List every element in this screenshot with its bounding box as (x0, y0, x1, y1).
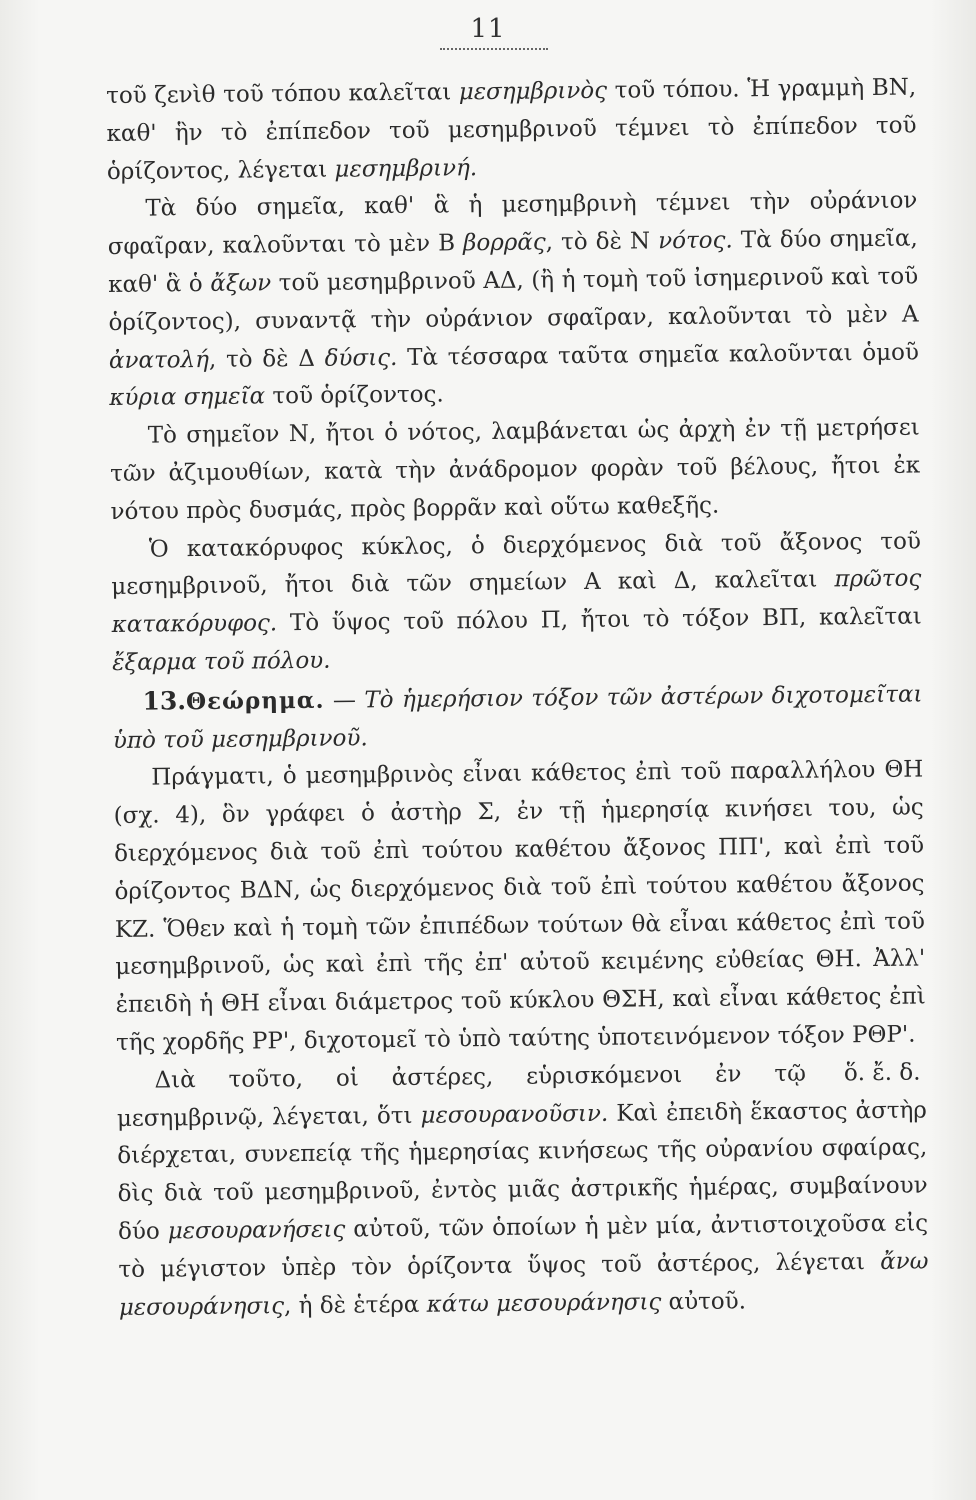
paragraph-prime-vertical (111, 523, 923, 683)
emphasized-term: μεσουρανοῦσιν. (420, 1100, 609, 1129)
proof-text (114, 757, 926, 1056)
emphasized-term: ἄνω μεσουράνησις (118, 1248, 929, 1321)
text-run: τοῦ τόπου. Ἡ γραμμὴ ΒΝ, καθ' ἣν τὸ ἐπίπεδον τοῦ μεσημβρινοῦ τέμνει τὸ ἐπίπεδον τοῦ ὁρίζοντος, λέγεται (106, 74, 917, 185)
theorem-number: 13. (142, 685, 187, 716)
text-run: αὐτοῦ, τῶν ὁποίων ἡ μὲν μία, ἀντιστοιχοῦσα εἰς τὸ μέγιστον ὑπὲρ τὸν ὁρίζοντα ὕψος τοῦ ἀστέρος, λέγεται (118, 1210, 929, 1283)
emphasized-term: ἔξαρμα τοῦ πόλου. (111, 647, 331, 676)
text-run: Τὸ ὕψος τοῦ πόλου Π, ἤτοι τὸ τόξον ΒΠ, καλεῖται (277, 603, 922, 637)
emphasized-term: ἀνατολή (108, 346, 210, 374)
text-run: Ὁ κατακόρυφος κύκλος, ὁ διερχόμενος διὰ τοῦ ἄξονος τοῦ μεσημβρινοῦ, ἤτοι διὰ τῶν σημείων Α καὶ Δ, καλεῖται (111, 528, 922, 601)
text-run: τοῦ μεσημβρινοῦ ΑΔ, (ἢ ἡ τομὴ τοῦ ἰσημερινοῦ καὶ τοῦ ὁρίζοντος), συναντᾷ τὴν οὐράνιον σφαῖραν, καλοῦνται τὸ μὲν Α (108, 263, 919, 336)
emphasized-term: νότος. (658, 227, 733, 255)
emphasized-term: κύρια σημεῖα (109, 383, 266, 412)
emphasized-term: βορρᾶς (462, 229, 546, 257)
emphasized-term: δύσις. (324, 344, 398, 372)
emphasized-term: κάτω μεσουράνησις (426, 1288, 662, 1318)
text-run: , τὸ δὲ Δ (208, 345, 325, 373)
paragraph-cardinal-points (107, 183, 919, 418)
emphasized-term: πρῶτος κατακόρυφος. (111, 565, 922, 639)
text-run: τοῦ ζενὶθ τοῦ τόπου καλεῖται (106, 79, 459, 109)
page-number: 11 (470, 14, 506, 44)
text-run: Τὰ δύο σημεῖα, καθ' ἃ ὁ (108, 225, 918, 298)
text-run: Τὰ τέσσαρα ταῦτα σημεῖα καλοῦνται ὁμοῦ (397, 339, 920, 371)
emphasized-term: μεσημβρινή. (334, 154, 478, 183)
text-run: Καὶ ἐπειδὴ ἕκαστος ἀστὴρ διέρχεται, συνεπείᾳ τῆς ἡμερησίας κινήσεως τῆς οὐρανίου σφαίρας, δὶς διὰ τοῦ μεσημβρινοῦ, ἐντὸς μιᾶς ἀστρικῆς ἡμέρας, συμβαίνουν δύο (117, 1096, 928, 1245)
paragraph-azimuth (110, 410, 921, 532)
text-run: Διὰ τοῦτο, οἱ ἀστέρες, εὑρισκόμενοι ἐν τῷ μεσημβρινῷ, λέγεται, ὅτι (116, 1060, 807, 1132)
text-run: Πράγματι, ὁ μεσημβρινὸς εἶναι κάθετος ἐπὶ τοῦ παραλλήλου ΘΗ (σχ. 4), ὃν γράφει ὁ ἀστὴρ Σ, ἐν τῇ ἡμερησίᾳ κινήσει του, ὡς διερχόμενος διὰ τοῦ ἐπὶ τούτου καθέτου ἄξονος ΠΠ', καὶ ἐπὶ τοῦ ὁρίζοντος ΒΔΝ, ὡς διερχόμενος διὰ τοῦ ἐπὶ τούτου καθέτου ἄξονος ΚΖ. Ὅθεν καὶ ἡ τομὴ τῶν ἐπιπέδων τούτων θὰ εἶναι κάθετος ἐπὶ τοῦ μεσημβρινοῦ, ὡς καὶ ἐπὶ τῆς ἐπ' αὐτοῦ κειμένης εὐθείας ΘΗ. Ἀλλ' ἐπειδὴ ἡ ΘΗ εἶναι διάμετρος τοῦ κύκλου ΘΣΗ, καὶ εἶναι κάθετος ἐπὶ τῆς χορδῆς ΡΡ', διχοτομεῖ τὸ ὑπὸ ταύτης ὑποτεινόμενον τόξον ΡΘΡ'. (113, 756, 926, 1056)
text-run: τοῦ ὁρίζοντος. (264, 381, 444, 410)
paragraph-zenith-meridian (106, 70, 917, 192)
paragraph-culmination (116, 1054, 929, 1327)
theorem-label: Θεώρημα. (185, 686, 325, 715)
text-run: Τὸ σημεῖον Ν, ἤτοι ὁ νότος, λαμβάνεται ὡς ἀρχὴ ἐν τῇ μετρήσει τῶν ἀζιμουθίων, κατὰ τὴν ἀνάδρομον φορὰν τοῦ βέλους, ἤτοι ἐκ νότου πρὸς δυσμάς, πρὸς βορρᾶν καὶ οὕτω καθεξῆς. (110, 414, 921, 525)
text-run: αὐτοῦ. (661, 1287, 747, 1315)
theorem-dash: — (324, 687, 365, 714)
text-run: Τὰ δύο σημεῖα, καθ' ἃ ἡ μεσημβρινὴ τέμνει τὴν οὐράνιον σφαῖραν, καλοῦνται τὸ μὲν Β (107, 187, 918, 261)
proof-paragraph (113, 752, 926, 1087)
emphasized-term: ἄξων (210, 270, 272, 297)
theorem-statement: Τὸ ἡμερήσιον τόξον τῶν ἀστέρων διχοτομεῖται ὑπὸ τοῦ μεσημβρινοῦ. (112, 681, 923, 754)
emphasized-term: μεσουρανήσεις (167, 1216, 346, 1245)
theorem-heading (112, 674, 923, 760)
qed-mark: ὅ. ἔ. δ. (843, 1059, 921, 1087)
text-run: , τὸ δὲ Ν (545, 228, 659, 256)
text-run: , ἡ δὲ ἑτέρα (283, 1291, 427, 1319)
emphasized-term: μεσημβρινὸς (458, 77, 608, 106)
page-body (106, 70, 929, 1328)
page-number-rule (440, 48, 548, 50)
